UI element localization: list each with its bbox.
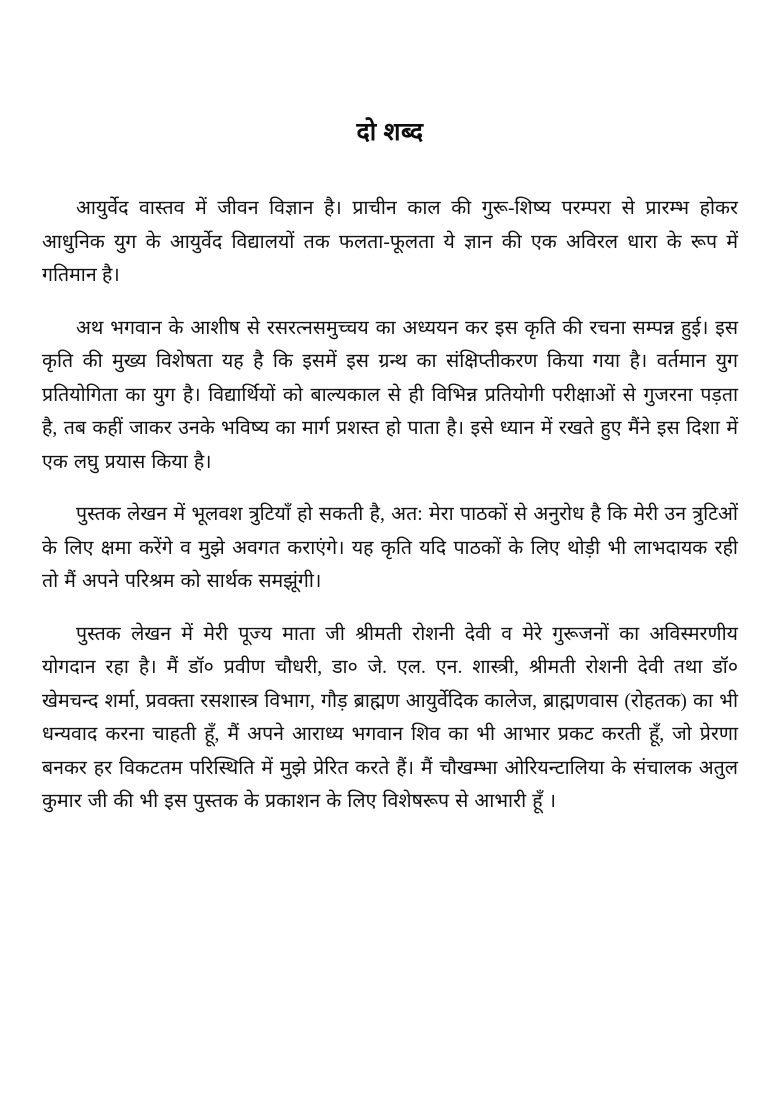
- page-title: दो शब्द: [356, 119, 424, 146]
- document-body: [42, 192, 738, 819]
- paragraph-3: पुस्तक लेखन में भूलवश त्रुटियाँ हो सकती है, अत: मेरा पाठकों से अनुरोध है कि मेरी उन त्रुटिओं के लिए क्षमा करेंगे व मुझे अवगत कराएंगे। यह कृति यदि पाठकों के लिए थोड़ी भी लाभदायक रही तो मैं अपने परिश्रम को सार्थक समझूंगी।: [42, 504, 738, 592]
- paragraph-1: आयुर्वेद वास्तव में जीवन विज्ञान है। प्राचीन काल की गुरू-शिष्य परम्परा से प्रारम्भ होकर आधुनिक युग के आयुर्वेद विद्यालयों तक फलता-फूलता ये ज्ञान की एक अविरल धारा के रूप में गतिमान है।: [42, 198, 738, 286]
- paragraph-4: पुस्तक लेखन में मेरी पूज्य माता जी श्रीमती रोशनी देवी व मेरे गुरूजनों का अविस्मरणीय योगदान रहा है। मैं डॉ० प्रवीण चौधरी, डा० जे. एल. एन. शास्त्री, श्रीमती रोशनी देवी तथा डॉ० खेमचन्द शर्मा, प्रवक्ता रसशास्त्र विभाग, गौड़ ब्राह्मण आयुर्वेदिक कालेज, ब्राह्मणवास (रोहतक) का भी धन्यवाद करना चाहती हूँ, मैं अपने आराध्य भगवान शिव का भी आभार प्रकट करती हूँ, जो प्रेरणा बनकर हर विकटतम परिस्थिति में मुझे प्रेरित करते हैं। मैं चौखम्भा ओरियन्टालिया के संचालक अतुल कुमार जी की भी इस पुस्तक के प्रकाशन के लिए विशेषरूप से आभारी हूँ ।: [42, 623, 738, 812]
- paragraph-2: अथ भगवान के आशीष से रसरत्नसमुच्चय का अध्ययन कर इस कृति की रचना सम्पन्न हुई। इस कृति की मुख्य विशेषता यह है कि इसमें इस ग्रन्थ का संक्षिप्तीकरण किया गया है। वर्तमान युग प्रतियोगिता का युग है। विद्यार्थियों को बाल्यकाल से ही विभिन्न प्रतियोगी परीक्षाओं से गुजरना पड़ता है, तब कहीं जाकर उनके भविष्य का मार्ग प्रशस्त हो पाता है। इसे ध्यान में रखते हुए मैंने इस दिशा में एक लघु प्रयास किया है।: [42, 317, 738, 473]
